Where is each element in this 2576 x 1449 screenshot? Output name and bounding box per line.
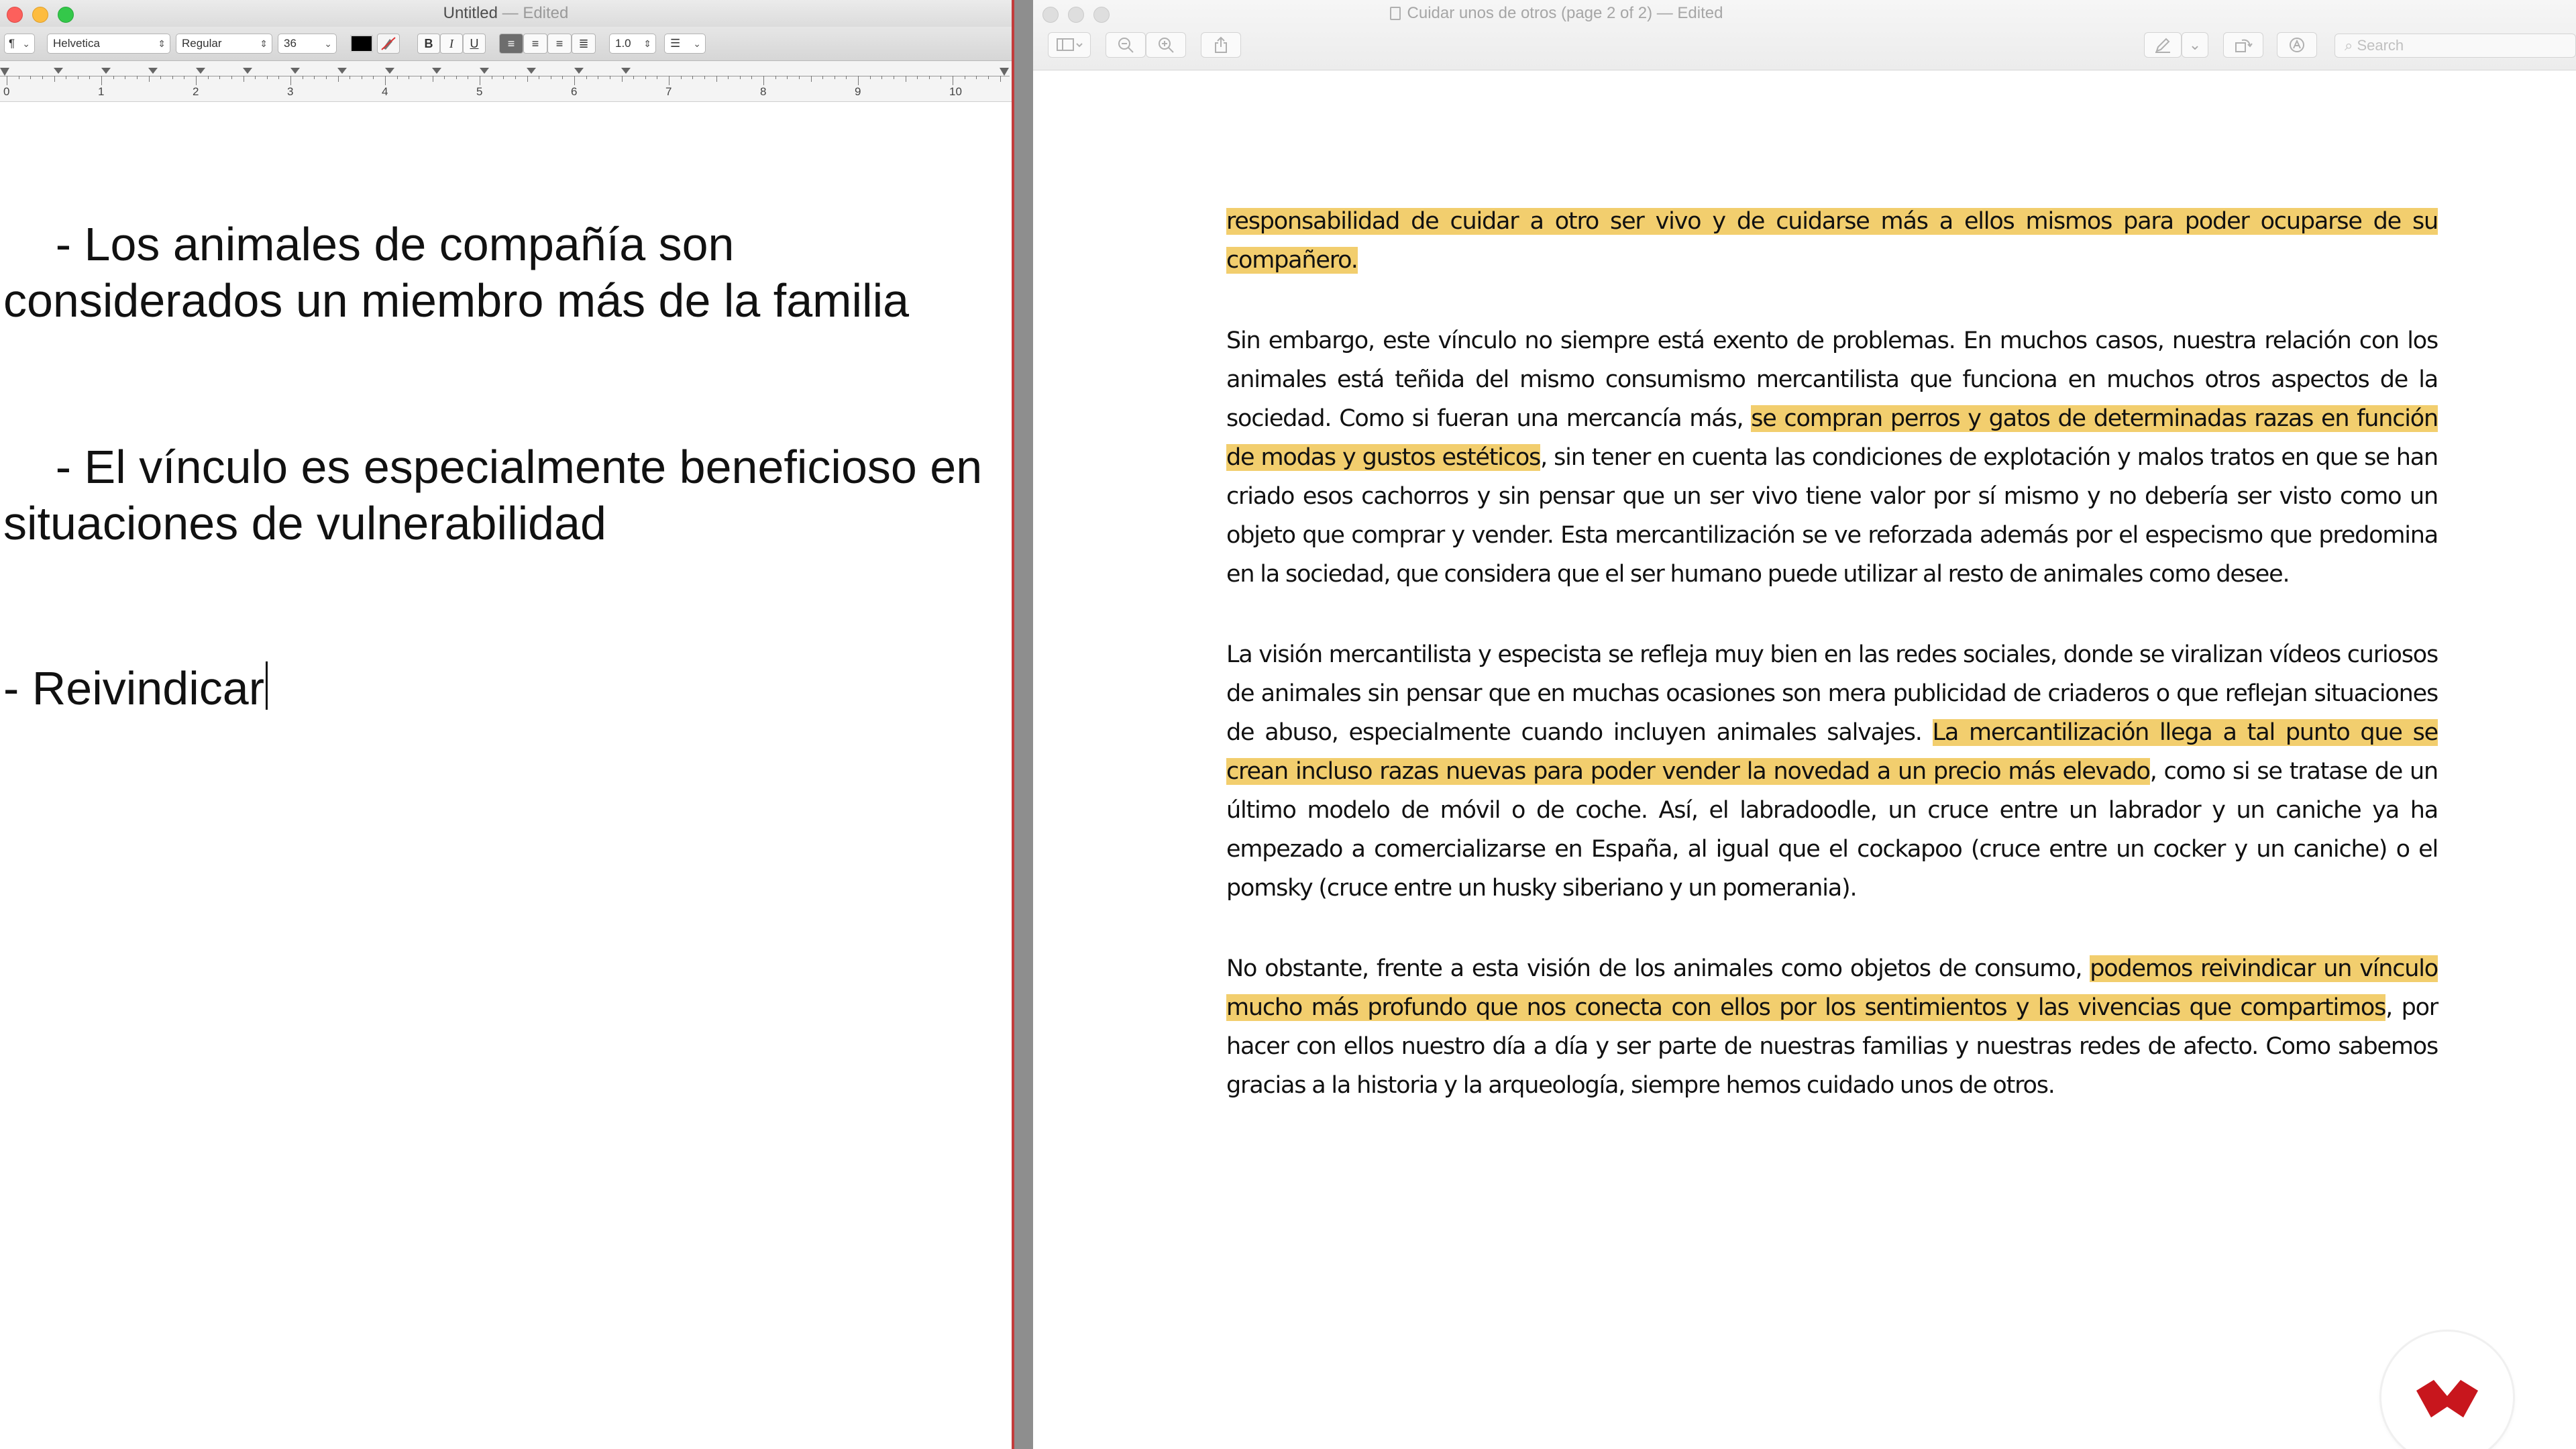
preview-window — [1033, 0, 2576, 1449]
pdf-body-text[interactable] — [1226, 202, 2438, 1146]
ruler-tick — [1000, 76, 1001, 82]
ruler-tick — [515, 76, 516, 79]
ruler-tick — [633, 76, 634, 79]
right-indent-marker[interactable] — [1000, 68, 1009, 76]
paragraph-style-popup[interactable] — [4, 34, 35, 54]
pdf-paragraph[interactable] — [1226, 321, 2438, 594]
text-run[interactable]: No obstante, frente a esta visión de los animales como objetos de consumo, — [1226, 955, 2090, 982]
ruler-tick — [716, 76, 717, 82]
ruler-tick — [113, 76, 114, 79]
chevron-down-icon: ⌄ — [22, 38, 30, 49]
ruler-number: 2 — [193, 85, 199, 98]
markup-options-button[interactable] — [2182, 32, 2208, 58]
title-separator: — — [1652, 4, 1678, 22]
tab-stop-marker[interactable] — [527, 68, 536, 74]
align-right-button[interactable] — [547, 34, 572, 54]
text-run[interactable]: , por hacer con ellos nuestro día a día y ser parte de nuestras familias y nuestras redes de afecto. Como sabemos gracias a la historia y la arqueología, siempre hemos cuidado unos de otros. — [1226, 994, 2438, 1099]
text-run[interactable]: , sin tener en cuenta las condiciones de explotación y malos tratos en que se han criado esos cachorros y sin pensar que un ser vivo tiene valor por sí mismo y no debería ser visto como un objeto que comprar y vender. Esta mercantilización se ve reforzada además por el especismo que predomina en la sociedad, que considera que el ser humano puede utilizar al resto de animales como desee. — [1226, 444, 2438, 588]
annotate-button[interactable] — [2277, 32, 2317, 58]
ruler-tick — [42, 76, 43, 79]
ruler-tick — [988, 76, 989, 79]
pdf-paragraph[interactable] — [1226, 202, 2438, 280]
ruler-tick — [645, 76, 646, 79]
tab-stop-marker[interactable] — [243, 68, 252, 74]
desktop-gap — [1014, 0, 1033, 1449]
justify-button[interactable] — [572, 34, 596, 54]
ruler-tick — [160, 76, 161, 79]
left-indent-marker[interactable] — [0, 68, 9, 76]
tab-stop-marker[interactable] — [54, 68, 63, 74]
justify-icon: ≣ — [578, 37, 589, 50]
note-item-3 — [3, 660, 996, 716]
up-down-arrows-icon: ⇕ — [260, 38, 268, 49]
align-center-icon: ≡ — [531, 37, 539, 50]
ruler-tick — [196, 76, 197, 85]
note-item-1 — [3, 216, 996, 329]
search-placeholder: Search — [2357, 37, 2404, 54]
chevron-down-icon: ⌄ — [693, 38, 701, 49]
tab-stop-marker[interactable] — [290, 68, 300, 74]
ruler-tick — [89, 76, 90, 79]
paragraph-style-label: ¶ — [9, 37, 15, 50]
ruler-tick — [858, 76, 859, 85]
search-field[interactable] — [2334, 34, 2576, 58]
ruler-tick — [278, 76, 279, 79]
text-run[interactable]: , como si se tratase de un último modelo de móvil o de coche. Así, el labradoodle, un cruce entre un labrador y un caniche ya ha empezado a comercializarse en España, al igual que el cockapoo (cruce entre un cocker y un caniche) o el pomsky (cruce entre un husky siberiano y un pomerania). — [1226, 758, 2438, 902]
watermark-logo-icon — [2381, 1332, 2513, 1449]
ruler-tick — [917, 76, 918, 79]
align-left-icon: ≡ — [507, 37, 515, 50]
ruler-tick — [137, 76, 138, 79]
font-size-value: 36 — [284, 37, 297, 50]
bold-button[interactable]: B — [417, 34, 440, 54]
zoom-in-icon — [1157, 36, 1175, 54]
ruler-tick — [503, 76, 504, 79]
zoom-out-button[interactable] — [1106, 32, 1146, 58]
ruler-tick — [822, 76, 823, 79]
title-separator: — — [497, 4, 523, 22]
ruler-tick — [456, 76, 457, 79]
pdf-paragraph[interactable] — [1226, 635, 2438, 908]
tab-stop-marker[interactable] — [148, 68, 158, 74]
italic-button[interactable]: I — [440, 34, 463, 54]
window-title — [0, 4, 1012, 23]
search-icon: ⌕ — [2345, 37, 2353, 54]
align-left-button[interactable] — [499, 34, 523, 54]
ruler-tick — [231, 76, 232, 79]
share-button[interactable] — [1201, 32, 1241, 58]
ruler-tick — [622, 76, 623, 82]
textedit-document[interactable] — [0, 102, 1012, 1449]
rotate-icon — [2234, 36, 2253, 54]
ruler-tick — [740, 76, 741, 79]
markup-pen-icon — [2154, 36, 2171, 54]
list-style-popup[interactable] — [664, 34, 706, 54]
tab-stop-marker[interactable] — [196, 68, 205, 74]
ruler-tick — [54, 76, 55, 82]
ruler-number: 5 — [476, 85, 483, 98]
edited-label: Edited — [1677, 4, 1723, 22]
text-run[interactable]: La visión mercantilista y especista se refleja muy bien en las redes sociales, donde se viralizan vídeos curiosos de animales sin pensar que en muchas ocasiones son mera publicidad de criaderos o que reflejan situaciones de abuso, especialmente cuando incluyen animales salvajes. — [1226, 641, 2438, 746]
ruler-number: 10 — [949, 85, 962, 98]
ruler-tick — [208, 76, 209, 79]
line-spacing-value: 1.0 — [615, 37, 631, 50]
pdf-paragraph[interactable] — [1226, 949, 2438, 1105]
font-size-combo[interactable] — [278, 34, 337, 54]
ruler-tick — [586, 76, 587, 79]
ruler-tick — [444, 76, 445, 79]
tab-stop-marker[interactable] — [480, 68, 489, 74]
sidebar-icon — [1056, 37, 1083, 53]
tab-stop-marker[interactable] — [621, 68, 631, 74]
tab-stop-marker[interactable] — [337, 68, 347, 74]
align-center-button[interactable] — [523, 34, 547, 54]
ruler-number: 0 — [3, 85, 10, 98]
list-icon: ☰ — [670, 37, 681, 50]
note-item-1-line-2: considerados un miembro más de la familia — [3, 274, 910, 327]
watermark-logo — [2381, 1332, 2513, 1449]
note-item-2-line-2: situaciones de vulnerabilidad — [3, 497, 606, 549]
ruler-tick — [929, 76, 930, 79]
ruler-tick — [704, 76, 705, 79]
chevron-down-icon: ⌄ — [2188, 36, 2202, 53]
up-down-arrows-icon: ⇕ — [158, 38, 166, 49]
zoom-out-icon — [1117, 36, 1134, 54]
ruler-tick — [775, 76, 776, 79]
ruler-tick — [219, 76, 220, 79]
font-family-popup[interactable] — [47, 34, 170, 54]
edited-label: Edited — [523, 4, 569, 22]
note-item-3-line-1: - Reivindicar — [3, 662, 264, 714]
document-title: Cuidar unos de otros (page 2 of 2) — [1407, 4, 1653, 22]
ruler-tick — [326, 76, 327, 79]
ruler-tick — [870, 76, 871, 79]
ruler-tick — [763, 76, 764, 85]
ruler-number: 8 — [760, 85, 767, 98]
sidebar-button[interactable] — [1048, 32, 1091, 58]
ruler-tick — [255, 76, 256, 79]
ruler-tick — [385, 76, 386, 85]
ruler-number: 9 — [855, 85, 861, 98]
ruler-tick — [692, 76, 693, 79]
format-bar — [0, 27, 1012, 61]
highlighted-text[interactable]: responsabilidad de cuidar a otro ser vivo y de cuidarse más a ellos mismos para poder ocuparse de su compañero. — [1226, 208, 2438, 274]
preview-titlebar[interactable] — [1033, 0, 2576, 70]
text-run[interactable]: Sin embargo, este vínculo no siempre está exento de problemas. En muchos casos, nuestra relación con los animales está teñida del mismo consumismo mercantilista que funciona en muchos otros aspectos de la sociedad. Como si fueran una mercancía más, — [1226, 327, 2438, 432]
ruler-number: 6 — [571, 85, 578, 98]
ruler-tick — [799, 76, 800, 79]
ruler-tick — [397, 76, 398, 79]
ruler[interactable] — [0, 61, 1012, 102]
tab-stop-marker[interactable] — [385, 68, 394, 74]
text-cursor — [266, 661, 268, 710]
ruler-tick — [787, 76, 788, 79]
ruler-tick — [290, 76, 291, 85]
ruler-tick — [881, 76, 882, 79]
ruler-tick — [314, 76, 315, 79]
ruler-number: 1 — [98, 85, 105, 98]
ruler-tick — [30, 76, 31, 79]
rotate-button[interactable] — [2223, 32, 2263, 58]
ruler-tick — [574, 76, 575, 85]
window-title — [1033, 4, 2080, 23]
ruler-tick — [267, 76, 268, 79]
zoom-in-button[interactable] — [1146, 32, 1186, 58]
markup-pen-button[interactable] — [2144, 32, 2182, 58]
ruler-tick — [846, 76, 847, 79]
background-color-icon — [380, 36, 396, 51]
ruler-tick — [101, 76, 102, 85]
ruler-tick — [976, 76, 977, 79]
highlighted-text[interactable]: La mercantilización llega a tal punto que se crean incluso razas nuevas para poder vender la novedad a un precio más elevado — [1226, 719, 2438, 785]
highlighted-text[interactable]: se compran perros y gatos de determinadas razas en función de modas y gustos estéticos — [1226, 405, 2438, 471]
ruler-tick — [751, 76, 752, 79]
ruler-tick — [149, 76, 150, 82]
ruler-number: 7 — [665, 85, 672, 98]
annotate-icon — [2288, 36, 2306, 54]
ruler-tick — [562, 76, 563, 79]
document-title: Untitled — [443, 4, 498, 22]
text-color-well[interactable] — [350, 35, 373, 52]
ruler-number: 4 — [382, 85, 388, 98]
font-style-value: Regular — [182, 37, 222, 50]
highlighted-text[interactable]: podemos reivindicar un vínculo mucho más profundo que nos conecta con ellos por los sentimientos y las vivencias que compartimos — [1226, 955, 2438, 1021]
ruler-tick — [811, 76, 812, 82]
textedit-window — [0, 0, 1012, 1449]
note-item-2 — [3, 439, 996, 551]
ruler-tick — [373, 76, 374, 79]
font-family-value: Helvetica — [53, 37, 100, 50]
tab-stop-marker[interactable] — [101, 68, 111, 74]
up-down-arrows-icon: ⇕ — [643, 38, 651, 49]
document-icon — [1390, 7, 1401, 20]
note-item-1-line-1: - Los animales de compañía son — [3, 218, 735, 270]
pdf-page[interactable] — [1033, 70, 2576, 1449]
background-color-button[interactable] — [377, 34, 400, 54]
ruler-tick — [527, 76, 528, 82]
tab-stop-marker[interactable] — [574, 68, 584, 74]
note-item-2-line-1: - El vínculo es especialmente beneficioso en — [3, 441, 983, 493]
textedit-titlebar[interactable] — [0, 0, 1012, 27]
line-spacing-popup[interactable] — [609, 34, 656, 54]
align-right-icon: ≡ — [555, 37, 564, 50]
ruler-number: 3 — [287, 85, 294, 98]
ruler-tick — [681, 76, 682, 79]
ruler-tick — [728, 76, 729, 79]
underline-button[interactable]: U — [463, 34, 486, 54]
font-style-popup[interactable] — [176, 34, 272, 54]
chevron-down-icon: ⌄ — [324, 38, 332, 49]
ruler-tick — [338, 76, 339, 82]
tab-stop-marker[interactable] — [432, 68, 441, 74]
ruler-tick — [172, 76, 173, 79]
share-icon — [1213, 36, 1229, 54]
